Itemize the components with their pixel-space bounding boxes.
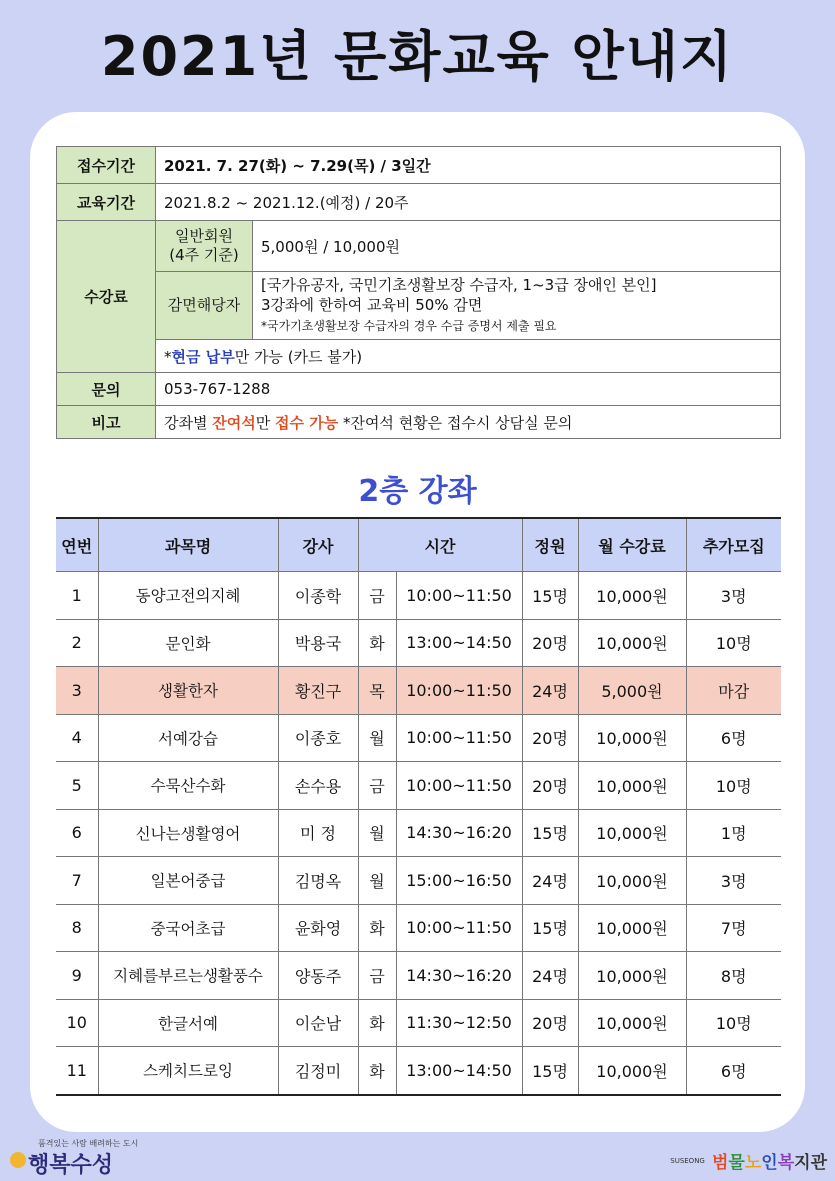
cell-fee: 10,000원 [578,809,686,857]
cell-teacher: 김정미 [278,1047,358,1095]
fee-label: 수강료 [57,221,156,373]
table-row [56,904,781,952]
cell-time: 10:00~11:50 [396,762,522,810]
cell-time: 13:00~14:50 [396,619,522,667]
header-no: 연번 [56,518,98,572]
cash-only-note [156,340,781,373]
section-title: 2층 강좌 [358,474,477,509]
cell-teacher: 미 정 [278,809,358,857]
cell-day: 금 [358,952,396,1000]
cell-day: 화 [358,1047,396,1095]
cell-subject: 생활한자 [98,667,278,715]
cell-time: 10:00~11:50 [396,572,522,620]
cell-capacity: 15명 [522,809,578,857]
cell-day: 금 [358,572,396,620]
cell-no: 4 [56,714,98,762]
cell-day: 월 [358,809,396,857]
logo-text: 행복수성 [28,1153,114,1178]
cell-teacher: 박용국 [278,619,358,667]
cell-teacher: 황진구 [278,667,358,715]
cell-day: 월 [358,714,396,762]
cell-teacher: 이종호 [278,714,358,762]
cell-extra: 마감 [686,667,781,715]
cell-subject: 수묵산수화 [98,762,278,810]
cell-capacity: 15명 [522,904,578,952]
logo-char: 범 [711,1153,729,1173]
remark-label: 비고 [57,406,156,439]
header-subject: 과목명 [98,518,278,572]
courses-body [56,572,781,1095]
table-row [56,809,781,857]
cell-no: 6 [56,809,98,857]
cell-time: 15:00~16:50 [396,857,522,905]
info-table [56,146,781,439]
cell-subject: 일본어중급 [98,857,278,905]
cell-teacher: 윤화영 [278,904,358,952]
logo-char: 인 [761,1153,778,1173]
cell-fee: 10,000원 [578,1047,686,1095]
logo-char: 물 [728,1153,745,1173]
cell-no: 1 [56,572,98,620]
general-label-line2: (4주 기준) [169,246,239,264]
logo-char: 복 [777,1153,795,1173]
cell-extra: 3명 [686,572,781,620]
reception-label: 접수기간 [57,147,156,184]
suseong-mark-icon [10,1152,26,1168]
discount-label: 감면해당자 [156,272,253,340]
cell-day: 목 [358,667,396,715]
table-row [56,667,781,715]
contact-label: 문의 [57,373,156,406]
general-label-line1: 일반회원 [175,227,233,245]
cell-extra: 7명 [686,904,781,952]
logo-char: 노 [744,1153,762,1173]
cell-time: 13:00~14:50 [396,1047,522,1095]
cell-teacher: 김명옥 [278,857,358,905]
table-row [56,619,781,667]
cell-teacher: 손수용 [278,762,358,810]
cell-no: 7 [56,857,98,905]
cell-extra: 6명 [686,714,781,762]
reception-value: 2021. 7. 27(화) ~ 7.29(목) / 3일간 [156,147,781,184]
cell-fee: 10,000원 [578,714,686,762]
table-row [56,952,781,1000]
cell-no: 10 [56,999,98,1047]
remark-part3: *잔여석 현황은 접수시 상담실 문의 [338,413,573,432]
cell-time: 10:00~11:50 [396,667,522,715]
cell-no: 5 [56,762,98,810]
cash-highlight: 현금 납부 [171,347,235,366]
courses-table [56,517,781,1096]
cell-day: 금 [358,762,396,810]
cell-day: 화 [358,619,396,667]
header-time: 시간 [358,518,522,572]
cell-extra: 10명 [686,999,781,1047]
table-row [56,999,781,1047]
table-row [56,572,781,620]
cell-subject: 문인화 [98,619,278,667]
welfare-center-logo [670,1148,827,1173]
cell-subject: 스케치드로잉 [98,1047,278,1095]
cell-no: 11 [56,1047,98,1095]
cash-suffix: 만 가능 (카드 불가) [234,347,363,366]
cell-fee: 5,000원 [578,667,686,715]
cell-extra: 3명 [686,857,781,905]
cell-capacity: 20명 [522,619,578,667]
cell-capacity: 20명 [522,762,578,810]
cell-teacher: 양동주 [278,952,358,1000]
education-label: 교육기간 [57,184,156,221]
table-row [56,857,781,905]
discount-value [253,272,781,340]
table-row [56,1047,781,1095]
welfare-logo-en: SUSEONG [670,1156,705,1165]
cell-no: 3 [56,667,98,715]
haengbok-suseong-logo [10,1138,140,1178]
cell-time: 14:30~16:20 [396,809,522,857]
contact-value: 053-767-1288 [156,373,781,406]
cell-capacity: 20명 [522,999,578,1047]
cell-capacity: 24명 [522,857,578,905]
cell-subject: 동양고전의지혜 [98,572,278,620]
cell-time: 10:00~11:50 [396,714,522,762]
cell-fee: 10,000원 [578,904,686,952]
page-title: 2021년 문화교육 안내지 [100,25,735,88]
cell-extra: 6명 [686,1047,781,1095]
cell-extra: 10명 [686,619,781,667]
cell-capacity: 24명 [522,667,578,715]
cell-fee: 10,000원 [578,952,686,1000]
cell-day: 화 [358,999,396,1047]
cell-fee: 10,000원 [578,857,686,905]
remark-part1: 강좌별 [164,413,213,432]
cell-subject: 지혜를부르는생활풍수 [98,952,278,1000]
remark-part2: 만 [255,413,275,432]
header-capacity: 정원 [522,518,578,572]
cell-subject: 한글서예 [98,999,278,1047]
remark-red1: 잔여석 [212,413,256,432]
cell-capacity: 15명 [522,572,578,620]
cash-prefix: * [164,347,172,366]
cell-time: 11:30~12:50 [396,999,522,1047]
header-fee: 월 수강료 [578,518,686,572]
cell-teacher: 이순남 [278,999,358,1047]
cell-subject: 서예강습 [98,714,278,762]
discount-note: *국가기초생활보장 수급자의 경우 수급 증명서 제출 필요 [261,319,557,333]
general-label [156,221,253,272]
logo-tagline: 품격있는 사람 배려하는 도시 [38,1139,139,1148]
cell-fee: 10,000원 [578,762,686,810]
header-teacher: 강사 [278,518,358,572]
general-value: 5,000원 / 10,000원 [253,221,781,272]
header-extra: 추가모집 [686,518,781,572]
table-row [56,762,781,810]
remark-value [156,406,781,439]
cell-extra: 8명 [686,952,781,1000]
cell-day: 월 [358,857,396,905]
cell-no: 9 [56,952,98,1000]
discount-line1: [국가유공자, 국민기초생활보장 수급자, 1~3급 장애인 본인] [261,276,657,294]
cell-time: 10:00~11:50 [396,904,522,952]
discount-line2: 3강좌에 한하여 교육비 50% 감면 [261,296,483,314]
cell-extra: 1명 [686,809,781,857]
cell-no: 8 [56,904,98,952]
cell-day: 화 [358,904,396,952]
cell-fee: 10,000원 [578,619,686,667]
cell-subject: 신나는생활영어 [98,809,278,857]
cell-subject: 중국어초급 [98,904,278,952]
cell-teacher: 이종학 [278,572,358,620]
cell-time: 14:30~16:20 [396,952,522,1000]
cell-capacity: 24명 [522,952,578,1000]
courses-header-row [56,518,781,572]
cell-fee: 10,000원 [578,572,686,620]
welfare-logo-ko [712,1153,827,1173]
cell-fee: 10,000원 [578,999,686,1047]
logo-char: 지관 [794,1153,827,1173]
cell-extra: 10명 [686,762,781,810]
cell-capacity: 15명 [522,1047,578,1095]
cell-no: 2 [56,619,98,667]
table-row [56,714,781,762]
education-value: 2021.8.2 ~ 2021.12.(예정) / 20주 [156,184,781,221]
cell-capacity: 20명 [522,714,578,762]
remark-red2: 접수 가능 [275,413,339,432]
